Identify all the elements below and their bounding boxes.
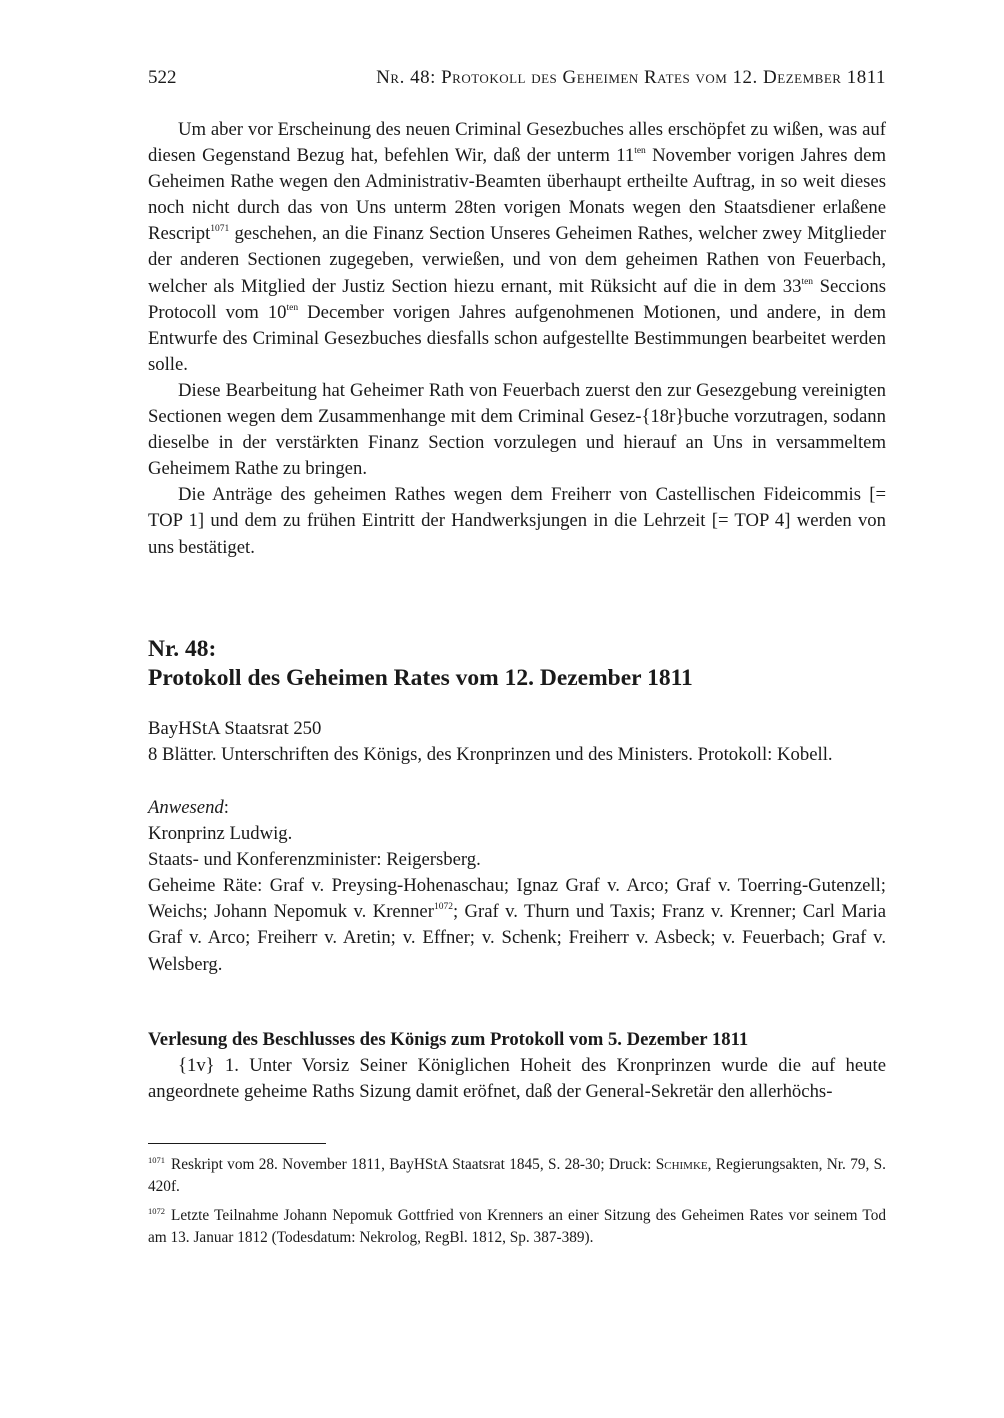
attendee-councillors: Geheime Räte: Graf v. Preysing-Hohenaschau; Ignaz Graf v. Arco; Graf v. Toerring-Gutenzell; Weichs; Johann Nepomuk v. Krenner$^{1072}$; Graf v. Thurn und Taxis; Franz v. Krenner; Carl Maria Graf v. Arco; Freiherr v. Aretin; v. Effner; v. Schenk; Freiherr v. Asbeck; v. Feuerbach; Graf v. Welsberg. (148, 875, 886, 975)
document-title: Protokoll des Geheimen Rates vom 12. Dezember 1811 (148, 665, 693, 691)
running-title: Nr. 48: Protokoll des Geheimen Rates vom 12. Dezember 1811 (376, 67, 886, 88)
attendance-label: Anwesend: (148, 797, 229, 818)
agenda-section (148, 1027, 886, 1105)
paragraph-1-part-d: Seccions Protocoll vom 10 (148, 275, 887, 323)
section-heading: Verlesung des Beschlusses des Königs zum Protokoll vom 5. Dezember 1811 (148, 1029, 749, 1050)
attendee-crown-prince: Kronprinz Ludwig. (148, 823, 293, 845)
document-page (148, 0, 886, 1418)
document-heading (148, 635, 886, 693)
footnote-1072: $^{1072}$ Letzte Teilnahme Johann Nepomuk Gottfried von Krenners an einer Sitzung des Geheimen Rates vor seinem Tod am 13. Januar 1812 (Todesdatum: Nekrolog, RegBl. 1812, Sp. 387-389). (148, 1206, 886, 1246)
paragraph-2: Diese Bearbeitung hat Geheimer Rath von Feuerbach zuerst den zur Gesezgebung vereinigten Sectionen wegen dem Zusammenhange mit dem Criminal Gesez-{18r}buche vorzutragen, sodann dieselbe in der verstärkten Finanz Section vorzulegen und hierauf an Uns in versammeltem Geheimem Rathe zu bringen. (148, 379, 886, 480)
cited-author: Schimke (655, 1156, 708, 1173)
document-description: 8 Blätter. Unterschriften des Königs, des Kronprinzen und des Ministers. Protokoll: Kobell. (148, 744, 833, 766)
paragraph-1 (148, 117, 886, 378)
superscript-ten: ten (634, 146, 646, 157)
superscript-ten: ten (286, 302, 299, 313)
continued-text (148, 117, 886, 561)
footnote-ref-1072[interactable]: 1072 (433, 902, 453, 913)
document-metadata (148, 716, 886, 768)
paragraph-1-part-e: December vorigen Jahres aufgenohmenen Motionen, und andere, in dem Entwurfe des Criminal Gesezbuches diesfalls schon aufgestellte Bestimmungen bearbeitet werden solle. (148, 301, 887, 375)
superscript-ten: ten (801, 276, 814, 287)
footnote-ref-1071[interactable]: 1071 (210, 224, 230, 235)
footnote-number: 1071 (148, 1155, 165, 1165)
section-paragraph: {1v} 1. Unter Vorsiz Seiner Königlichen Hoheit des Kronprinzen wurde die auf heute angeordnete geheime Raths Sizung damit eröfnet, daß der General-Sekretär den allerhöchs- (148, 1055, 886, 1103)
paragraph-1-part-c: geschehen, an die Finanz Section Unseres Geheimen Rathes, welcher zwey Mitglieder der anderen Sectionen zugegeben, verwießen, und von dem geheimen Rathen von Feuerbach, welcher als Mitglied der Justiz Section hiezu ernant, mit Rüksicht auf die in dem 33 (148, 223, 886, 297)
archive-source: BayHStA Staatsrat 250 (148, 718, 322, 739)
footnotes (148, 1154, 886, 1256)
paragraph-1-part-a: Um aber vor Erscheinung des neuen Criminal Gesezbuches alles erschöpfet zu wißen, was auf diesen Gegenstand Bezug hat, befehlen Wir, daß der unterm 11 (148, 119, 886, 167)
footnote-number: 1072 (148, 1206, 165, 1216)
footnote-1071: $^{1071}$ Reskript vom 28. November 1811, BayHStA Staatsrat 1845, S. 28-30; Druck: Schimke, Regierungsakten, Nr. 79, S. 420f. (148, 1155, 886, 1195)
page-number: 522 (148, 67, 177, 88)
paragraph-1-part-b: November vorigen Jahres dem Geheimen Rathe wegen den Administrativ-Beamten überhaupt ertheilte Auftrag, in so weit dieses noch nicht durch das von Uns unterm 28ten vorigen Monats wegen den Staatsdiener erlaßene Rescript (148, 145, 886, 245)
attendance-list (148, 795, 886, 978)
attendee-minister: Staats- und Konferenzminister: Reigersberg. (148, 849, 481, 871)
paragraph-3: Die Anträge des geheimen Rathes wegen dem Freiherr von Castellischen Fideicommis [= TOP 1] und dem zu frühen Eintritt der Handwerksjungen in die Lehrzeit [= TOP 4] werden von uns bestätiget. (148, 484, 886, 558)
document-number: Nr. 48: (148, 636, 217, 662)
footnote-divider (148, 1143, 326, 1144)
